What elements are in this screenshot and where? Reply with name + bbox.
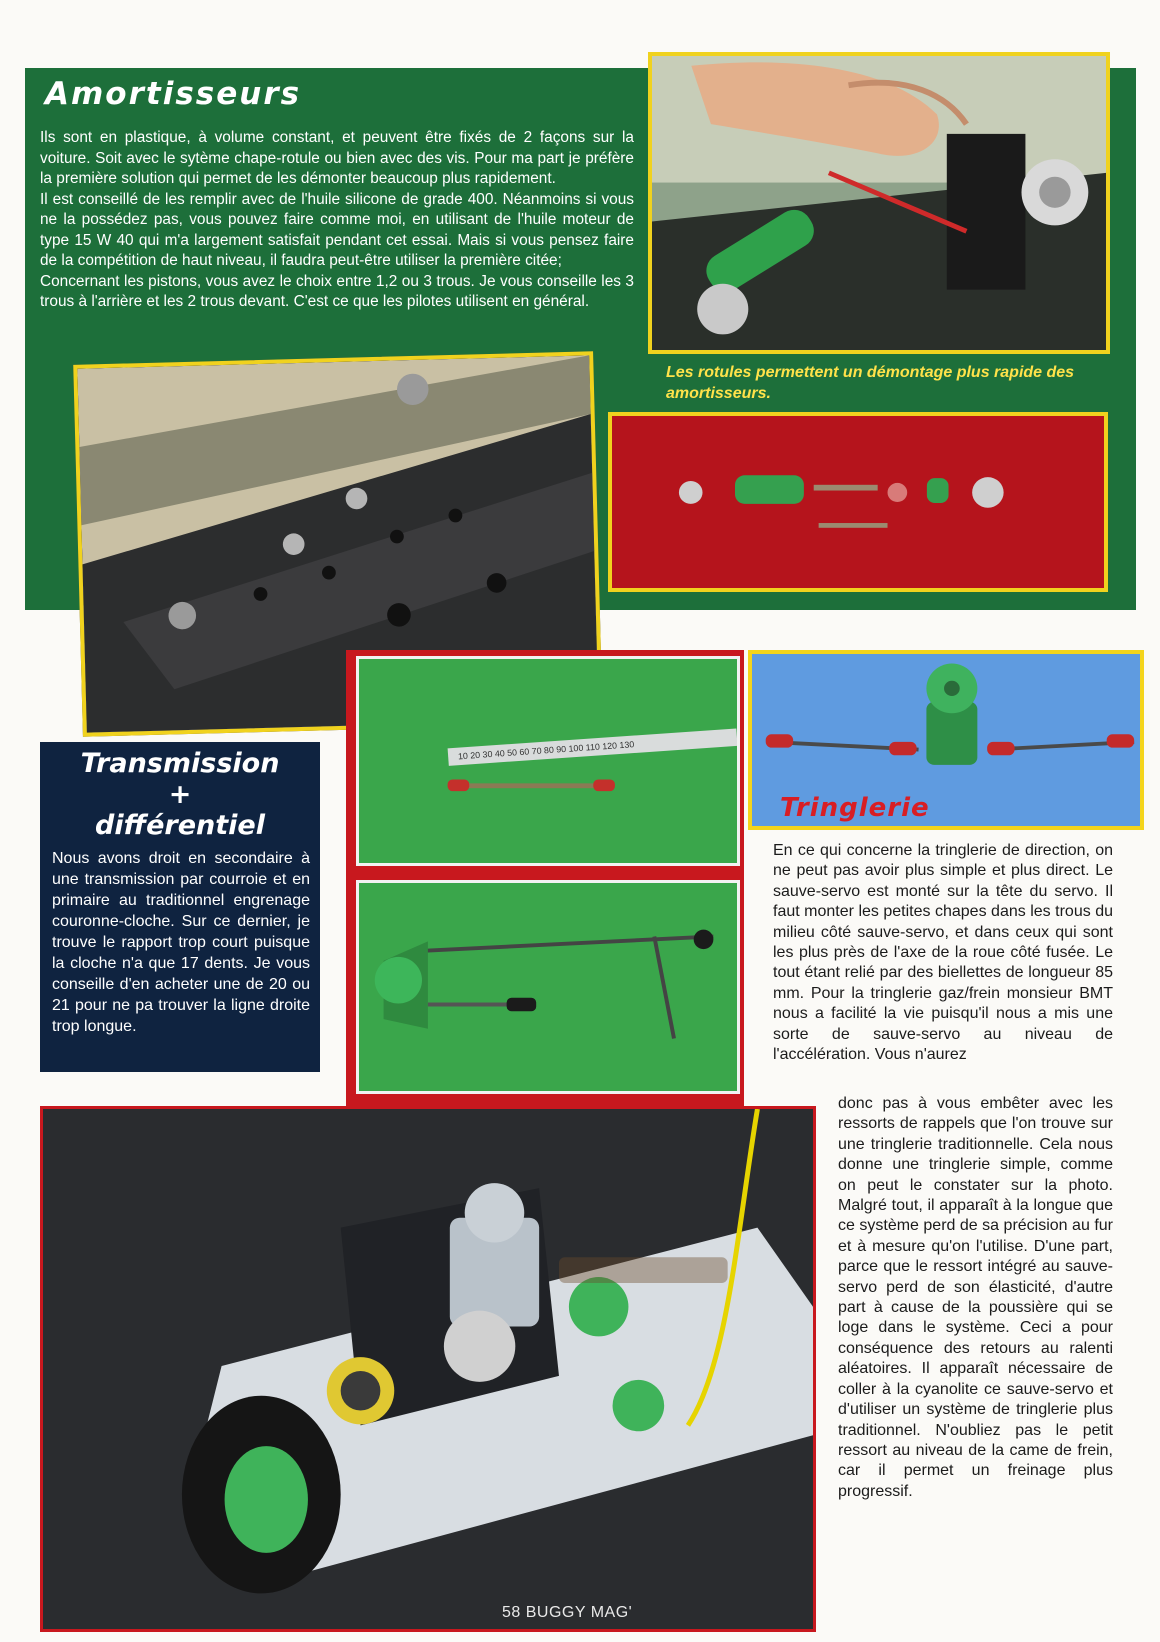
tringlerie-title: Tringlerie <box>780 793 930 823</box>
transmission-title <box>40 748 320 841</box>
transmission-body: Nous avons droit en secondaire à une transmission par courroie et en primaire au traditionnel engrenage couronne-cloche. Sur ce dernier, je trouve le rapport trop court puisque la cloche n'a que 17 dents. Je vous conseille d'en acheter une de 20 ou 21 pour ne pa trouver la ligne droite trop longue. <box>52 850 310 1035</box>
photo-shock-rotule <box>648 52 1110 354</box>
photo-shock-parts <box>608 412 1108 592</box>
title-line: différentiel <box>95 810 265 841</box>
tringlerie-body-bottom: donc pas à vous embêter avec les ressorts de rappels que l'on trouve sur une tringlerie traditionnelle. Cela nous donne une tringlerie simple, comme on peut le constater sur la photo. Malgré tout, il apparaît à la longue que ce système perd de sa précision au fur et à mesure qu'on l'utilise. D'une part, parce que le ressort intégré au sauve-servo perd de son élasticité, d'autre part à cause de la poussière qui se loge dans le système. Ceci a pour conséquence des retours au ralenti aléatoires. Il apparaît nécessaire de coller à la cyanolite ce sauve-servo et d'utiliser un système de tringlerie plus traditionnel. N'oubliez pas le petit ressort au niveau de la came de frein, car il permet un freinage plus progressif. <box>838 1095 1113 1500</box>
tringlerie-body-top: En ce qui concerne la tringlerie de direction, on ne peut pas avoir plus simple et plus direct. Le sauve-servo est monté sur la tête du servo. Il faut monter les petites chapes dans les trous du milieu côté sauve-servo, et dans ceux qui sont les plus près de l'axe de la roue côté fusée. Le tout étant relié par des biellettes de longueur 85 mm. Pour la tringlerie gaz/frein monsieur BMT nous a facilité la vie puisqu'il nous a mis une sorte de sauve-servo au niveau de l'accélération. Vous n'aurez <box>773 842 1113 1064</box>
photo-caption: Les rotules permettent un démontage plus rapide des amortisseurs. <box>666 364 1075 402</box>
page-footer: 58 BUGGY MAG' <box>502 1604 633 1621</box>
ruler-marks: 10 20 30 40 50 60 70 80 90 100 110 120 130 <box>457 739 635 762</box>
paragraph: Il est conseillé de les remplir avec de l'huile silicone de grade 400. Néanmoins si vous ne la possédez pas, vous pouvez faire comme moi, en utilisant de l'huile moteur de type 15 W 40 qui m'a largement satisfait pendant cet essai. Mais si vous pensez faire de la compétition de haut niveau, il faudra peut-être utiliser la première citée; <box>40 190 634 269</box>
title-line: + <box>168 779 192 810</box>
photo-ruler-rod <box>356 656 740 866</box>
paragraph: Concernant les pistons, vous avez le choix entre 1,2 ou 3 trous. Je vous conseille les 3 trous à l'arrière et les 2 trous devant. C'est ce que les pilotes utilisent en général. <box>40 272 634 310</box>
amortisseurs-body <box>40 128 634 313</box>
photo-steering-linkage <box>356 880 740 1094</box>
amortisseurs-title: Amortisseurs <box>45 76 302 112</box>
photo-buggy-car <box>40 1106 816 1632</box>
title-line: Transmission <box>80 748 280 779</box>
paragraph: Ils sont en plastique, à volume constant, et peuvent être fixés de 2 façons sur la voiture. Soit avec le sytème chape-rotule ou bien avec des vis. Pour ma part je préfère la première solution qui permet de les démonter beaucoup plus rapidement. <box>40 129 634 187</box>
